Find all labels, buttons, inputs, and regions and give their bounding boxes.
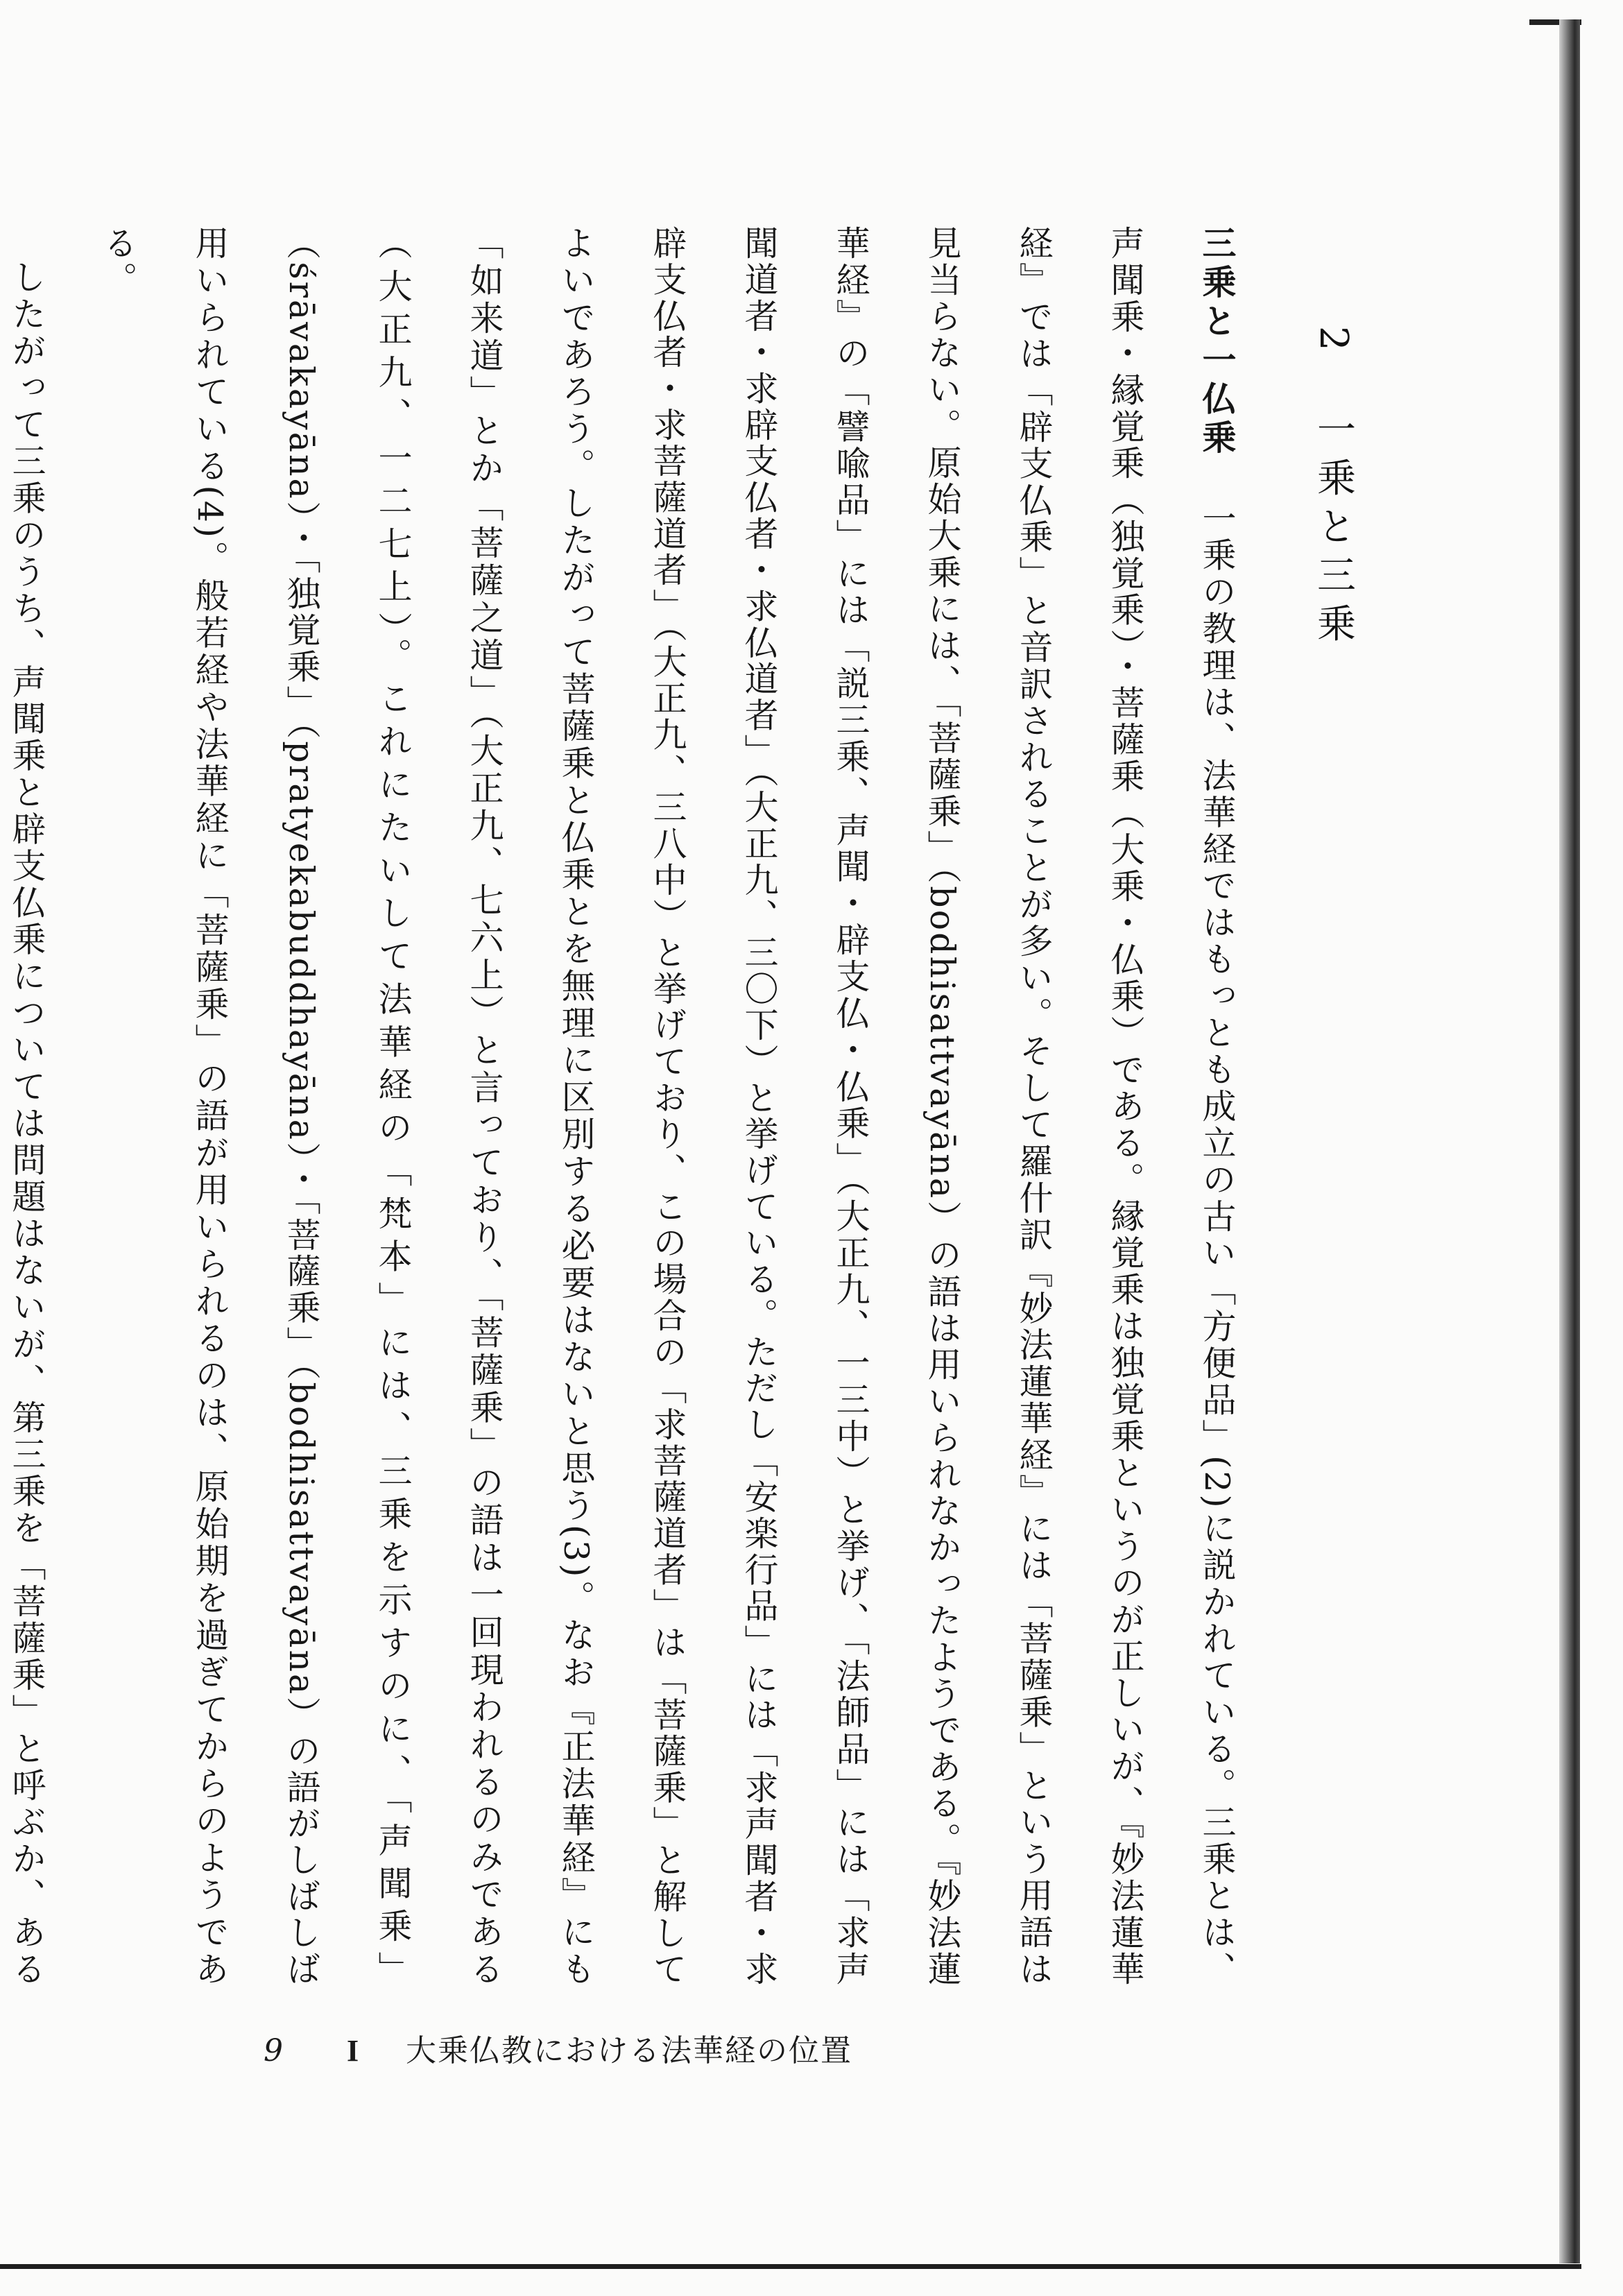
- run-in-heading: 三乗と一仏乗: [1197, 225, 1237, 459]
- paragraph-2-text: したがって三乗のうち、声聞乗と辟支仏乗については問題はないが、第三乗を「菩薩乗」と呼ぶか、ある: [7, 259, 46, 1987]
- page-number: 9: [264, 2033, 283, 2068]
- binding-edge: [1559, 19, 1580, 2263]
- paragraph-1: [72, 225, 1262, 1987]
- section-number: 2: [1311, 326, 1356, 361]
- body-text: [7, 225, 1262, 1988]
- section-heading: [1311, 326, 1356, 652]
- part-number: I: [347, 2034, 359, 2068]
- paragraph-2: [0, 225, 72, 1987]
- page-footer: [264, 2025, 852, 2070]
- section-title: 一乗と三乗: [1311, 409, 1356, 652]
- part-title: 大乗仏教における法華経の位置: [406, 2033, 852, 2068]
- bottom-rule: [0, 2264, 1581, 2269]
- paragraph-1-text: 一乗の教理は、法華経ではもっとも成立の古い「方便品」(2)に説かれている。三乗とは、声聞乗・縁覚乗（独覚乗）・菩薩乗（大乗・仏乗）である。縁覚乗は独覚乗というのが正しいが、『妙法蓮華経』では「辟支仏乗」と音訳されることが多い。そして羅什訳『妙法蓮華経』には「菩薩乗」という用語は見当らない。原始大乗には、「菩薩乗」（bodhisattvayāna）の語は用いられなかったようである。『妙法蓮華経』の「譬喩品」には「説三乗、声聞・辟支仏・仏乗」（大正九、一三中）と挙げ、「法師品」には「求声聞道者・求辟支仏者・求仏道者」（大正九、三〇下）と挙げている。ただし「安楽行品」には「求声聞者・求辟支仏者・求菩薩道者」（大正九、三八中）と挙げており、この場合の「求菩薩道者」は「菩薩乗」と解してよいであろう。したがって菩薩乗と仏乗とを無理に区別する必要はないと思う(3)。なお『正法華経』にも「如来道」とか「菩薩之道」（大正九、七六上）と言っており、「菩薩乗」の語は一回現われるのみである（大正九、一二七上）。これにたいして法華経の「梵本」には、三乗を示すのに、「声聞乗」（śrāvakayāna）・「独覚乗」（pratyekabuddhayāna）・「菩薩乗」（bodhisattvayāna）の語がしばしば用いられている(4)。般若経や法華経に「菩薩乗」の語が用いられるのは、原始期を過ぎてからのようである。: [98, 225, 1237, 1988]
